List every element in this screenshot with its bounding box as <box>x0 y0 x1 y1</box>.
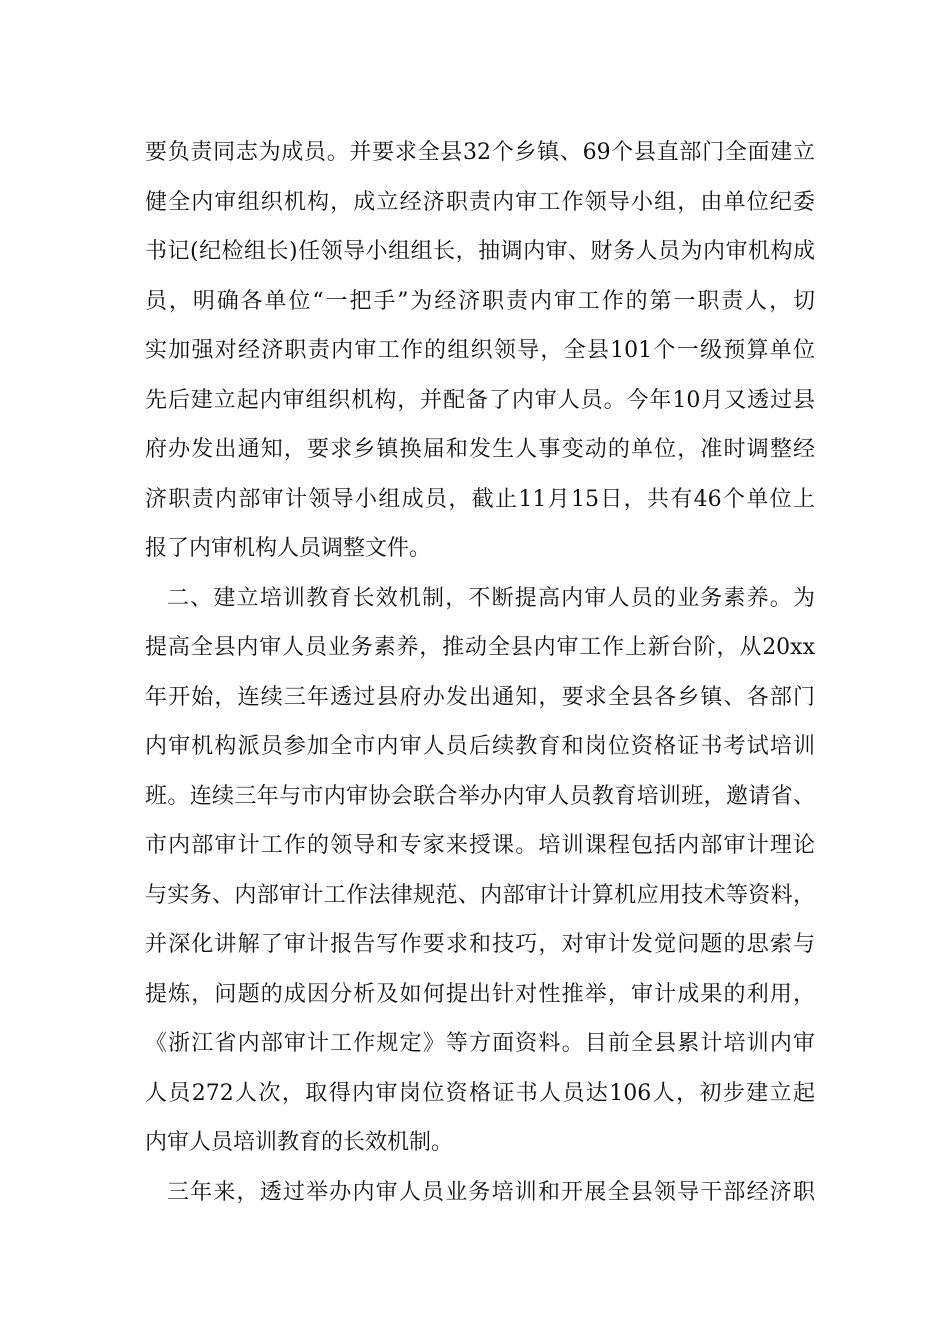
text-line: 报了内审机构人员调整文件。 <box>145 536 432 561</box>
text-line: 内审人员培训教育的长效机制。 <box>145 1130 454 1155</box>
text-line: 健全内审组织机构，成立经济职责内审工作领导小组，由单位纪委 <box>145 189 815 215</box>
text-line: 济职责内部审计领导小组成员，截止11月15日，共有46个单位上 <box>145 486 815 512</box>
document-body <box>145 128 815 1217</box>
text-line: 三年来，透过举办内审人员业务培训和开展全县领导干部经济职 <box>167 1179 815 1205</box>
text-line: 先后建立起内审组织机构，并配备了内审人员。今年10月又透过县 <box>145 387 815 413</box>
text-line: 班。连续三年与市内审协会联合举办内审人员教育培训班，邀请省、 <box>145 783 815 809</box>
text-line: 二、建立培训教育长效机制，不断提高内审人员的业务素养。为 <box>167 585 815 611</box>
text-line: 要负责同志为成员。并要求全县32个乡镇、69个县直部门全面建立 <box>145 140 815 165</box>
text-line: 年开始，连续三年透过县府办发出通知，要求全县各乡镇、各部门 <box>145 684 815 710</box>
text-line: 市内部审计工作的领导和专家来授课。培训课程包括内部审计理论 <box>145 833 815 858</box>
text-line: 内审机构派员参加全市内审人员后续教育和岗位资格证书考试培训 <box>145 734 815 759</box>
text-line: 提炼，问题的成因分析及如何提出针对性推举，审计成果的利用， <box>145 981 815 1007</box>
text-line: 书记(纪检组长)任领导小组组长，抽调内审、财务人员为内审机构成 <box>145 239 815 264</box>
text-line: 并深化讲解了审计报告写作要求和技巧，对审计发觉问题的思索与 <box>145 932 815 957</box>
text-line: 与实务、内部审计工作法律规范、内部审计计算机应用技术等资料， <box>145 882 815 908</box>
text-line: 人员272人次，取得内审岗位资格证书人员达106人，初步建立起 <box>145 1080 815 1106</box>
text-line: 府办发出通知，要求乡镇换届和发生人事变动的单位，准时调整经 <box>145 437 815 462</box>
text-line: 实加强对经济职责内审工作的组织领导，全县101个一级预算单位 <box>145 338 815 363</box>
text-line: 员，明确各单位“一把手”为经济职责内审工作的第一职责人，切 <box>145 288 815 314</box>
text-line: 提高全县内审人员业务素养，推动全县内审工作上新台阶，从20xx <box>145 635 815 660</box>
text-line: 《浙江省内部审计工作规定》等方面资料。目前全县累计培训内审 <box>145 1031 815 1056</box>
